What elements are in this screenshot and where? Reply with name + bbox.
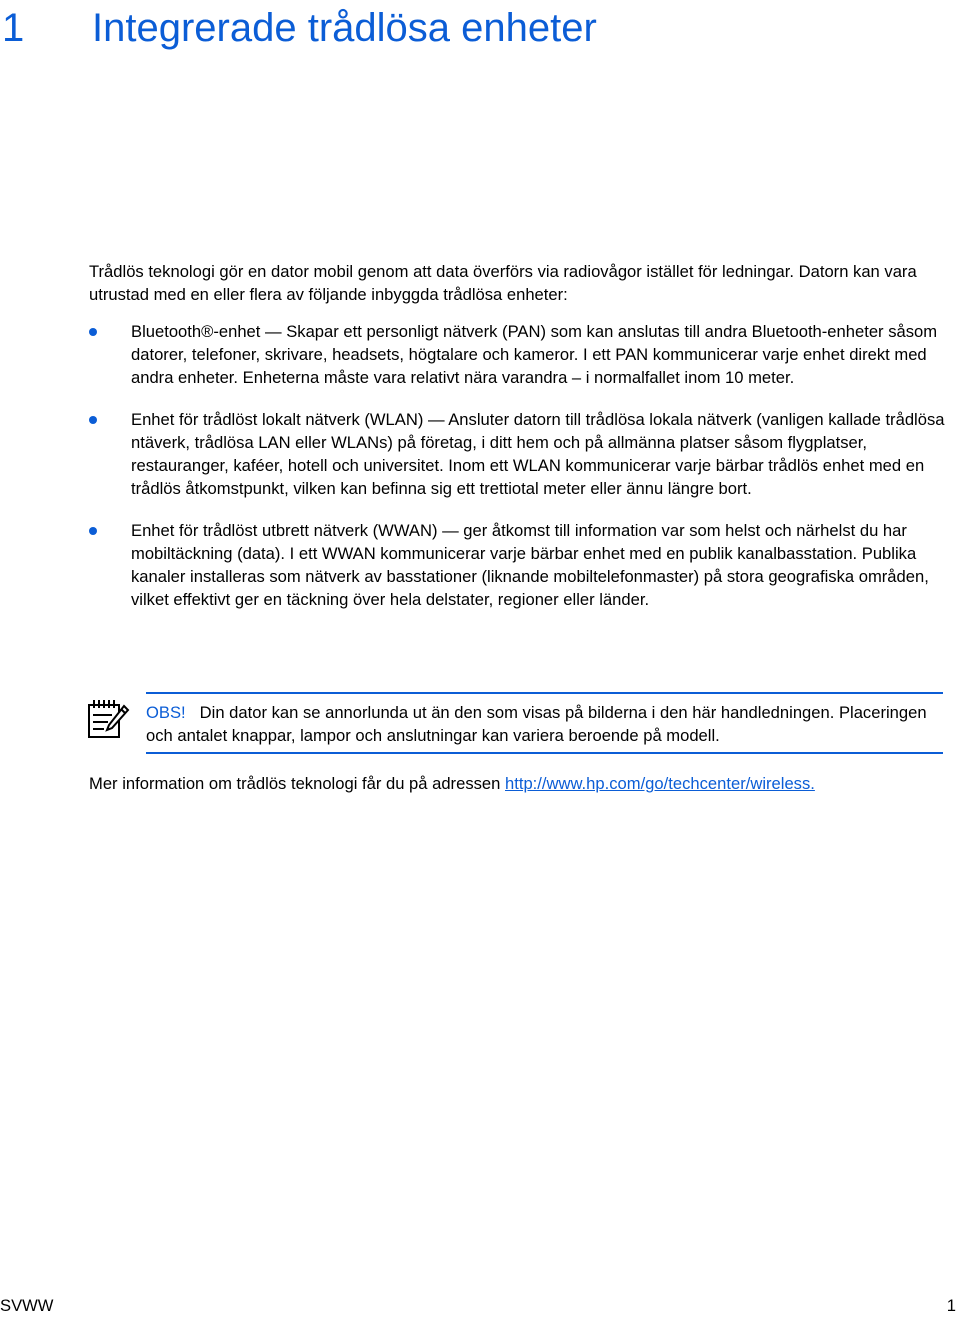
note-divider-bottom xyxy=(146,752,943,754)
chapter-header xyxy=(0,4,960,52)
list-item xyxy=(89,519,949,611)
device-list xyxy=(89,320,949,630)
intro-paragraph: Trådlös teknologi gör en dator mobil genom att data överförs via radiovågor istället för ledningar. Datorn kan vara utrustad med en eller flera av följande inbyggda trådlösa enheter: xyxy=(89,262,917,304)
note-content xyxy=(146,701,946,747)
list-item xyxy=(89,408,949,500)
footer-left: SVWW xyxy=(0,1296,54,1315)
list-item xyxy=(89,320,949,389)
note-block xyxy=(86,690,946,754)
more-info-paragraph xyxy=(89,772,949,795)
list-item-text: Bluetooth®-enhet — Skapar ett personligt nätverk (PAN) som kan anslutas till andra Bluetooth-enheter såsom datorer, telefoner, skrivare, headsets, högtalare och kameror. I ett PAN kommunicerar varje enhet direkt med andra enheter. Enheterna måste vara relativt nära varandra – i normalfallet inom 10 meter. xyxy=(131,322,938,387)
page-number: 1 xyxy=(946,1296,956,1315)
bullet-dot-icon xyxy=(89,328,97,336)
list-item-text: Enhet för trådlöst lokalt nätverk (WLAN) — Ansluter datorn till trådlösa lokala nätverk (vanligen kallade trådlösa ntäverk, trådlösa LAN eller WLANs) på företag, i ditt hem och på allmänna platser såsom flygplatser, restauranger, kaféer, hotell och universitet. Inom ett WLAN kommunicerar varje bärbar trådlös enhet med en trådlös åtkomstpunkt, vilken kan befinna sig ett trettiotal meter eller ännu längre bort. xyxy=(131,410,945,498)
list-item-text: Enhet för trådlöst utbrett nätverk (WWAN) — ger åtkomst till information var som helst och närhelst du har mobiltäckning (data). I ett WWAN kommunicerar varje bärbar enhet med en publik kanalbasstation. Publika kanaler installeras som nätverk av basstationer (liknande mobiltelefonmaster) på stora geografiska områden, vilket effektivt ger en täckning över hela delstater, regioner eller länder. xyxy=(131,521,929,609)
wireless-info-link[interactable]: http://www.hp.com/go/techcenter/wireless. xyxy=(505,774,815,793)
bullet-dot-icon xyxy=(89,416,97,424)
note-label: OBS! xyxy=(146,703,186,722)
chapter-title: Integrerade trådlösa enheter xyxy=(92,6,597,50)
note-pencil-icon xyxy=(86,696,130,740)
more-info-text: Mer information om trådlös teknologi får du på adressen xyxy=(89,774,501,793)
bullet-dot-icon xyxy=(89,527,97,535)
note-divider-top xyxy=(146,692,943,694)
chapter-number: 1 xyxy=(2,6,25,50)
note-text: Din dator kan se annorlunda ut än den som visas på bilderna i den här handledningen. Placeringen och antalet knappar, lampor och anslutningar kan variera beroende på modell. xyxy=(146,703,927,745)
